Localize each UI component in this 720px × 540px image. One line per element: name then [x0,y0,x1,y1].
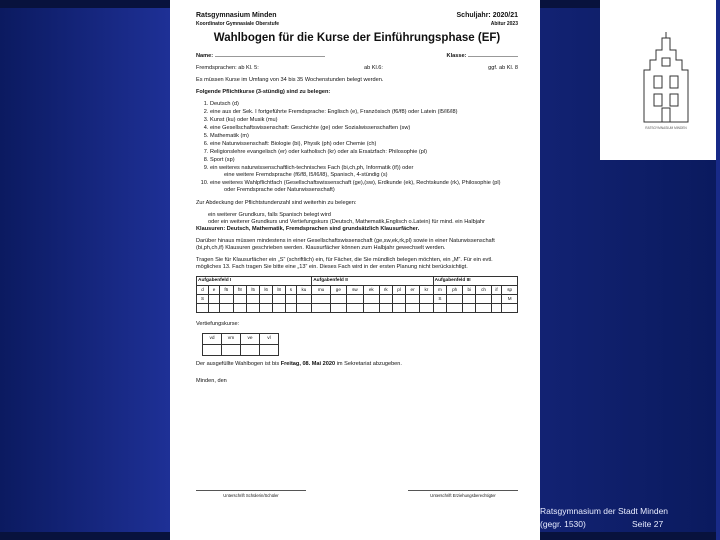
footer-page-number: Seite 27 [632,519,664,529]
vertiefung-label: Vertiefungskurse: [196,321,240,327]
document-page [170,0,540,540]
completion-line: ein weiterer Grundkurs, falls Spanisch belegt wird [208,212,331,219]
list-item: 2. eine aus der Sek. I fortgeführte Fremdsprache: Englisch (e), Französisch (f6/f8) oder Latein (l5/l6/l8) [210,109,518,116]
list-item: 8. Sport (sp) [210,157,518,164]
subject-cell: kr [420,286,434,295]
subject-cell: e [209,286,220,295]
language-a: Fremdsprachen: ab Kl. 5: [196,65,259,72]
list-item: 3. Kunst (ku) oder Musik (mu) [210,117,518,124]
school-year: Schuljahr: 2020/21 [456,12,518,19]
place-date: Minden, den [196,377,227,384]
subject-cell: ek [363,286,379,295]
also-paragraph: Darüber hinaus müssen mindestens in einer Gesellschaftswissenschaft (ge,sw,ek,rk,pl) sowie in einer Naturwissenschaft (bi,ph,ch,if) Klausuren geschrieben werden. Klausurfächer können zum Halbjahr gewechselt werden. [196,238,495,252]
grid-row-blank [197,304,518,313]
required-heading: Folgende Pflichtkurse (3-stündig) sind zu belegen: [196,89,331,96]
required-list [196,101,518,194]
list-item: 7. Religionslehre evangelisch (er) oder katholisch (kr) oder als Ersatzfach: Philosophie (pl) [210,149,518,156]
subject-cell: rk [379,286,393,295]
completion-line: oder ein weiterer Grundkurs und Vertiefungskurs (Deutsch, Mathematik,Englisch o.Latein) für mind. ein Halbjahr [208,219,486,226]
language-b: ab Kl.6: [363,65,383,72]
slide-left-panel [0,0,170,540]
list-item: 1. Deutsch (d) [210,101,518,108]
subject-cell: ph [447,286,463,295]
list-item: 9. ein weiteres naturwissenschaftlich-technisches Fach (bi,ch,ph, Informatik (if)) oder eine weitere Fremdsprache (f6/f8, l5/l6/l8), Spanisch, 4-stündig (s) [210,165,518,179]
subject-cell: d [197,286,209,295]
school-name: Ratsgymnasium Minden [196,12,277,19]
subject-cell: if [491,286,501,295]
field-header-2: Aufgabenfeld II [312,277,433,286]
class-line [468,56,518,57]
grid-header-row [197,277,518,286]
subject-cell: s [286,286,296,295]
vertiefung-col: ve [241,333,260,344]
vertiefung-col: vl [260,333,279,344]
list-item: 10. eine weiteres Wahlpflichtfach (Gesellschaftswissenschaft (ge),(sw), Erdkunde (ek), Rechtskunde (rk), Philosophie (pl) oder Fremdsprache oder Naturwissenschaft) [210,180,518,194]
grid-row-s [197,295,518,304]
signature-student: Unterschrift Schülerin/Schüler [196,490,306,498]
abitur-label: Abitur 2023 [490,20,518,27]
subject-cell: m [433,286,447,295]
subject-cell: ch [476,286,492,295]
grid-cell[interactable]: S [433,295,447,304]
subject-grid [196,276,518,313]
school-building-sketch [636,30,696,130]
grid-cell[interactable]: M [502,295,518,304]
completion-heading: Zur Abdeckung der Pflichtstundenzahl sind weiterhin zu belegen: [196,200,357,207]
document-title: Wahlbogen für die Kurse der Einführungsphase (EF) [213,32,501,44]
subject-cell: l6 [260,286,273,295]
deadline-line: Der ausgefüllte Wahlbogen ist bis Freitag, 08. Mai 2020 im Sekretariat abzugeben. [196,360,402,367]
subject-row [197,286,518,295]
subject-cell: pl [393,286,406,295]
name-label: Name: [196,53,214,60]
logo-caption: RATSGYMNASIUM MINDEN [645,126,687,130]
subject-cell: sw [346,286,363,295]
list-item: 5. Mathematik (m) [210,133,518,140]
subject-cell: l8 [273,286,286,295]
subject-cell: er [406,286,420,295]
exams-line: Klausuren: Deutsch, Mathematik, Fremdsprachen sind grundsätzlich Klausurfächer. [196,226,420,233]
coordinator-label: Koordinator Gymnasiale Oberstufe [196,20,280,27]
subject-cell: l5 [247,286,260,295]
grid-cell[interactable]: S [197,295,209,304]
signature-row [196,490,518,498]
hours-note: Es müssen Kurse im Umfang von 34 bis 35 Wochenstunden belegt werden. [196,77,384,84]
field-header-1: Aufgabenfeld I [197,277,312,286]
footer-school: Ratsgymnasium der Stadt Minden [540,506,669,516]
completion-block [196,212,518,226]
slide-right-bar [716,0,720,540]
language-c: ggf. ab Kl. 8 [488,65,518,72]
list-item: 4. eine Gesellschaftswissenschaft: Geschichte (ge) oder Sozialwissenschaften (sw) [210,125,518,132]
subject-cell: f6 [220,286,234,295]
subject-cell: bi [463,286,476,295]
instruction-paragraph: Tragen Sie für Klausurfächer ein „S“ (schriftlich) ein, für Fächer, die Sie mündlich belegen möchten, ein „M“. Für ein evtl. mögliches 13. Fach tragen Sie bitte eine „13“ ein. Dieses Fach wird in der ersten Planung nicht berücksichtigt. [196,257,493,271]
vertiefung-col: vm [222,333,241,344]
subject-cell: f8 [233,286,247,295]
field-header-3: Aufgabenfeld III [433,277,517,286]
class-label: Klasse: [446,53,467,60]
subject-cell: ku [296,286,312,295]
language-row [196,65,518,72]
signature-parent: Unterschrift Erziehungsberechtigter [408,490,518,498]
name-class-row [196,53,518,60]
vertiefung-table [202,333,279,356]
subject-cell: ge [330,286,346,295]
name-line [215,56,325,57]
footer-founded: (gegr. 1530) [540,519,586,529]
vertiefung-row [196,321,518,328]
list-item: 6. eine Naturwissenschaft: Biologie (bi), Physik (ph) oder Chemie (ch) [210,141,518,148]
subject-cell: mu [312,286,331,295]
vertiefung-col: vd [203,333,222,344]
subject-cell: sp [502,286,518,295]
